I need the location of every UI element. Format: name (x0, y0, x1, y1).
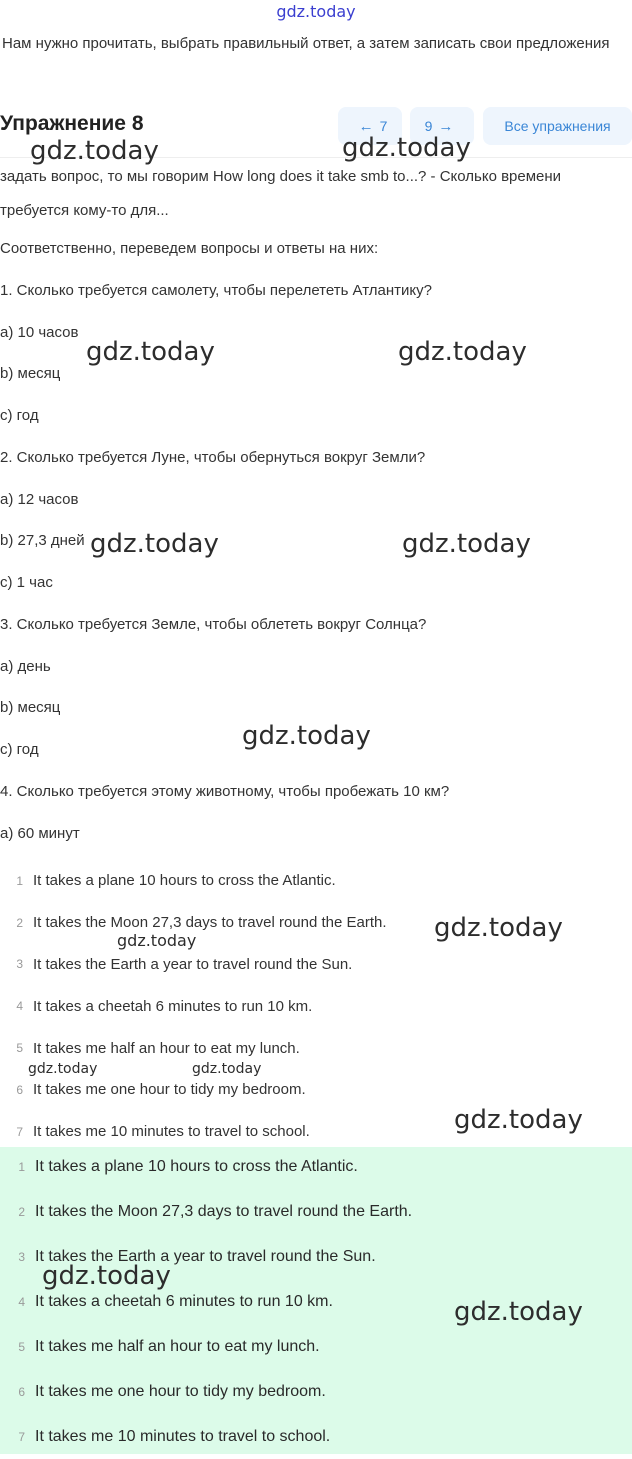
option: c) 1 час (0, 574, 53, 591)
watermark: gdz.today (42, 1261, 171, 1291)
option: c) год (0, 741, 39, 758)
list-item: 1 It takes a plane 10 hours to cross the Atlantic. (16, 872, 336, 890)
exercise-title: Упражнение 8 (0, 112, 144, 135)
watermark: gdz.today (117, 931, 197, 950)
option: b) месяц (0, 365, 61, 383)
watermark: gdz.today (192, 1061, 262, 1077)
watermark: gdz.today (342, 133, 471, 163)
list-item: 4 It takes a cheetah 6 minutes to run 10 km. (18, 1292, 333, 1310)
watermark: gdz.today (242, 721, 371, 751)
site-logo[interactable]: gdz.today (276, 2, 356, 21)
question: 1. Сколько требуется самолету, чтобы перелететь Атлантику? (0, 281, 432, 299)
watermark: gdz.today (402, 529, 531, 559)
list-item: 3 It takes the Earth a year to travel round the Sun. (18, 1247, 376, 1265)
list-item: 3 It takes the Earth a year to travel round the Sun. (16, 955, 353, 973)
list-item: 5 It takes me half an hour to eat my lunch. (18, 1337, 320, 1355)
option: a) 12 часов (0, 490, 79, 508)
watermark: gdz.today (454, 1297, 583, 1327)
arrow-left-icon: ← (358, 117, 374, 135)
option: a) 10 часов (0, 323, 79, 341)
list-item: 6 It takes me one hour to tidy my bedroom. (16, 1081, 306, 1099)
solution-text (0, 160, 628, 854)
paragraph: Соответственно, переведем вопросы и ответы на них: (0, 240, 379, 257)
highlighted-answer-block (0, 1147, 632, 1454)
option: c) год (0, 407, 39, 424)
divider (0, 157, 632, 158)
list-item: 6 It takes me one hour to tidy my bedroom. (18, 1382, 326, 1400)
list-item: 2 It takes the Moon 27,3 days to travel round the Earth. (16, 914, 387, 932)
list-item: 2 It takes the Moon 27,3 days to travel round the Earth. (18, 1202, 413, 1220)
question: 4. Сколько требуется этому животному, чтобы пробежать 10 км? (0, 782, 450, 800)
next-exercise-button[interactable] (410, 107, 474, 145)
question: 2. Сколько требуется Луне, чтобы обернуться вокруг Земли? (0, 448, 426, 466)
prev-exercise-button[interactable] (338, 107, 402, 145)
next-exercise-label: 9 (424, 118, 433, 134)
watermark: gdz.today (454, 1105, 583, 1135)
watermark: gdz.today (28, 1061, 98, 1077)
intro-text: Нам нужно прочитать, выбрать правильный ответ, а затем записать свои предложения (2, 35, 610, 52)
watermark: gdz.today (90, 529, 219, 559)
list-item: 7 It takes me 10 minutes to travel to school. (16, 1123, 310, 1141)
list-item: 7 It takes me 10 minutes to travel to school. (18, 1427, 331, 1445)
watermark: gdz.today (86, 337, 215, 367)
arrow-right-icon: → (438, 117, 454, 135)
watermark: gdz.today (434, 913, 563, 943)
option: b) 27,3 дней (0, 532, 85, 550)
all-exercises-label: Все упражнения (504, 118, 611, 134)
question: 3. Сколько требуется Земле, чтобы облететь вокруг Солнца? (0, 615, 427, 633)
list-item: 4 It takes a cheetah 6 minutes to run 10 km. (16, 997, 313, 1015)
list-item: 1 It takes a plane 10 hours to cross the Atlantic. (18, 1157, 358, 1175)
all-exercises-button[interactable] (483, 107, 632, 145)
option: a) день (0, 657, 51, 675)
answer-list (0, 860, 632, 1153)
option: b) месяц (0, 699, 61, 717)
watermark: gdz.today (30, 136, 159, 166)
watermark: gdz.today (398, 337, 527, 367)
list-item: 5 It takes me half an hour to eat my lunch. (16, 1039, 300, 1057)
option: a) 60 минут (0, 824, 80, 842)
paragraph: задать вопрос, то мы говорим How long does it take smb to...? - Сколько времени требуется кому-то для... (0, 168, 562, 219)
prev-exercise-label: 7 (379, 118, 388, 134)
